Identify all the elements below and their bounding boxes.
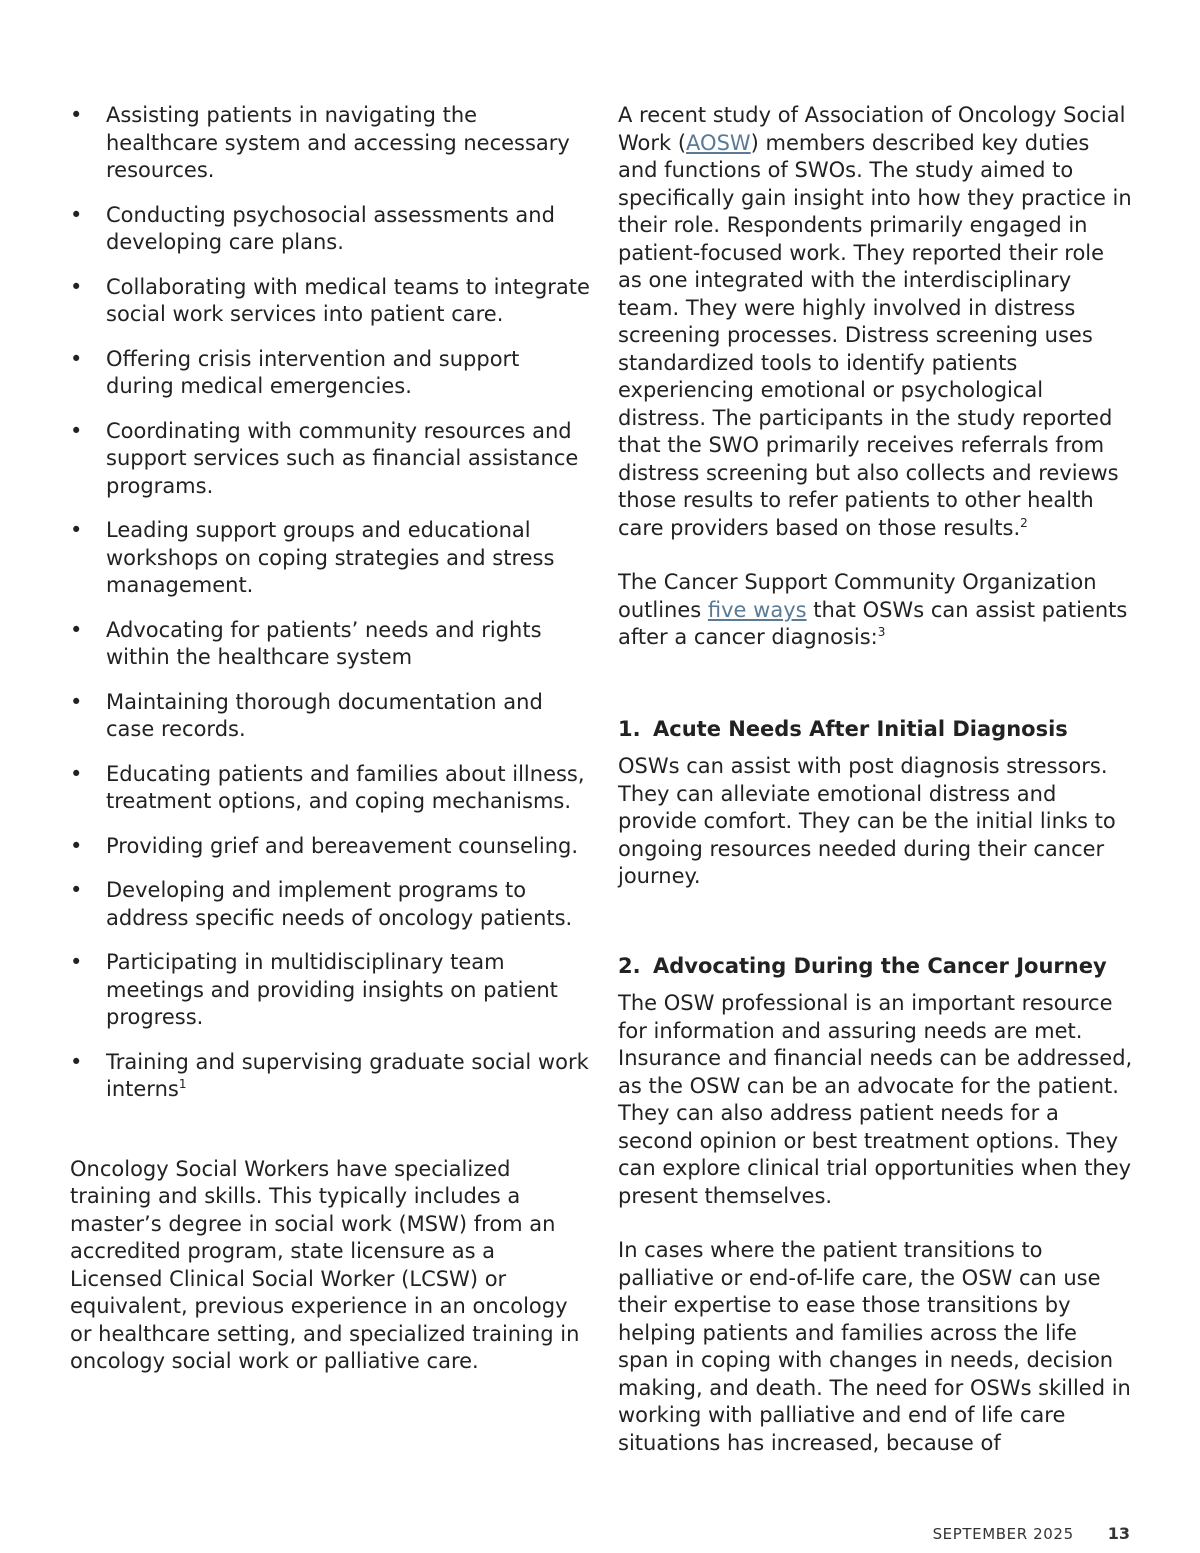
bullet-icon: • bbox=[70, 689, 83, 714]
list-item: • Providing grief and bereavement counseling. bbox=[70, 833, 592, 861]
list-item: • Collaborating with medical teams to integrate social work services into patient care. bbox=[70, 274, 590, 326]
credentials-paragraph: Oncology Social Workers have specialized training and skills. This typically includes a master’s degree in social work (MSW) from an accredited program, state licensure as a Licensed Clinical Social Worker (LCSW) or equivalent, previous experience in an oncology or healthcare setting, and specialized training in oncology social work or palliative care. bbox=[70, 1156, 580, 1373]
page-number: 13 bbox=[1107, 1524, 1130, 1543]
bullet-icon: • bbox=[70, 346, 83, 371]
intro-paragraph: The Cancer Support Community Organization outlines five ways that OSWs can assist patients after a cancer diagnosis:$^3$ bbox=[618, 570, 1128, 649]
bullet-icon: • bbox=[70, 878, 83, 902]
list-item: • Assisting patients in navigating the healthcare system and accessing necessary resources. bbox=[70, 103, 570, 182]
list-item: • Maintaining thorough documentation and case records. bbox=[70, 689, 543, 741]
bullet-icon: • bbox=[70, 518, 83, 542]
bullet-icon: • bbox=[70, 761, 83, 786]
footnote-ref: 3 bbox=[877, 625, 886, 639]
issue-date: SEPTEMBER 2025 bbox=[932, 1525, 1074, 1543]
bullet-icon: • bbox=[70, 274, 83, 299]
list-item: • Participating in multidisciplinary team meetings and providing insights on patient progress. bbox=[70, 950, 558, 1029]
bullet-icon: • bbox=[70, 950, 83, 974]
list-item: • Offering crisis intervention and support during medical emergencies. bbox=[70, 346, 520, 398]
footnote-ref: 1 bbox=[178, 1077, 187, 1091]
aosw-link[interactable]: AOSW bbox=[686, 130, 751, 155]
five-ways-link[interactable]: five ways bbox=[707, 597, 807, 622]
spacer bbox=[618, 542, 1133, 569]
left-column bbox=[70, 102, 592, 1376]
section-heading-2: 2. Advocating During the Cancer Journey bbox=[618, 953, 1107, 978]
bullet-icon: • bbox=[70, 833, 83, 858]
list-item: • Leading support groups and educational workshops on coping strategies and stress management. bbox=[70, 518, 555, 597]
list-item: • Coordinating with community resources and support services such as financial assistance programs. bbox=[70, 418, 579, 498]
spacer bbox=[618, 1210, 1133, 1237]
list-item: • Developing and implement programs to address specific needs of oncology patients. bbox=[70, 878, 573, 930]
list-item: • Advocating for patients’ needs and rights within the healthcare system bbox=[70, 617, 542, 669]
bullet-icon: • bbox=[70, 617, 83, 642]
duties-list bbox=[70, 102, 592, 1104]
section-2-body: The OSW professional is an important resource for information and assuring needs are met. Insurance and financial needs can be addressed, as the OSW can be an advocate for the patient. They can also address patient needs for a second opinion or best treatment options. They can explore clinical trial opportunities when they present themselves. bbox=[618, 991, 1133, 1208]
footnote-ref: 2 bbox=[1020, 515, 1028, 530]
bullet-icon: • bbox=[70, 1049, 83, 1074]
right-column bbox=[618, 102, 1133, 1457]
bullet-icon: • bbox=[70, 418, 83, 443]
list-item: • Training and supervising graduate social work interns$^1$ bbox=[70, 1049, 589, 1101]
section-1-body: OSWs can assist with post diagnosis stressors. They can alleviate emotional distress and provide comfort. They can be the initial links to ongoing resources needed during their cancer journey. bbox=[618, 754, 1116, 888]
list-item: • Conducting psychosocial assessments and developing care plans. bbox=[70, 202, 555, 254]
study-paragraph: A recent study of Association of Oncology Social Work (AOSW) members described key duties and functions of SWOs. The study aimed to specifically gain insight into how they practice in their role. Respondents primarily engaged in patient-focused work. They reported their role as one integrated with the interdisciplinary team. They were highly involved in distress screening processes. Distress screening uses standardized tools to identify patients experiencing emotional or psychological distress. The participants in the study reported that the SWO primarily receives referrals from distress screening but also collects and reviews those results to refer patients to other health care providers based on those results.$^2$ bbox=[618, 103, 1132, 540]
bullet-icon: • bbox=[70, 202, 83, 227]
section-2-body-continued: In cases where the patient transitions to palliative or end-of-life care, the OSW can use their expertise to ease those transitions by helping patients and families across the life span in coping with changes in needs, decision making, and death. The need for OSWs skilled in working with palliative and end of life care situations has increased, because of bbox=[618, 1238, 1131, 1455]
page-footer bbox=[933, 1524, 1130, 1543]
bullet-icon: • bbox=[70, 103, 83, 127]
list-item: • Educating patients and families about illness, treatment options, and coping mechanisms. bbox=[70, 761, 585, 813]
section-heading-1: 1. Acute Needs After Initial Diagnosis bbox=[618, 716, 1068, 741]
